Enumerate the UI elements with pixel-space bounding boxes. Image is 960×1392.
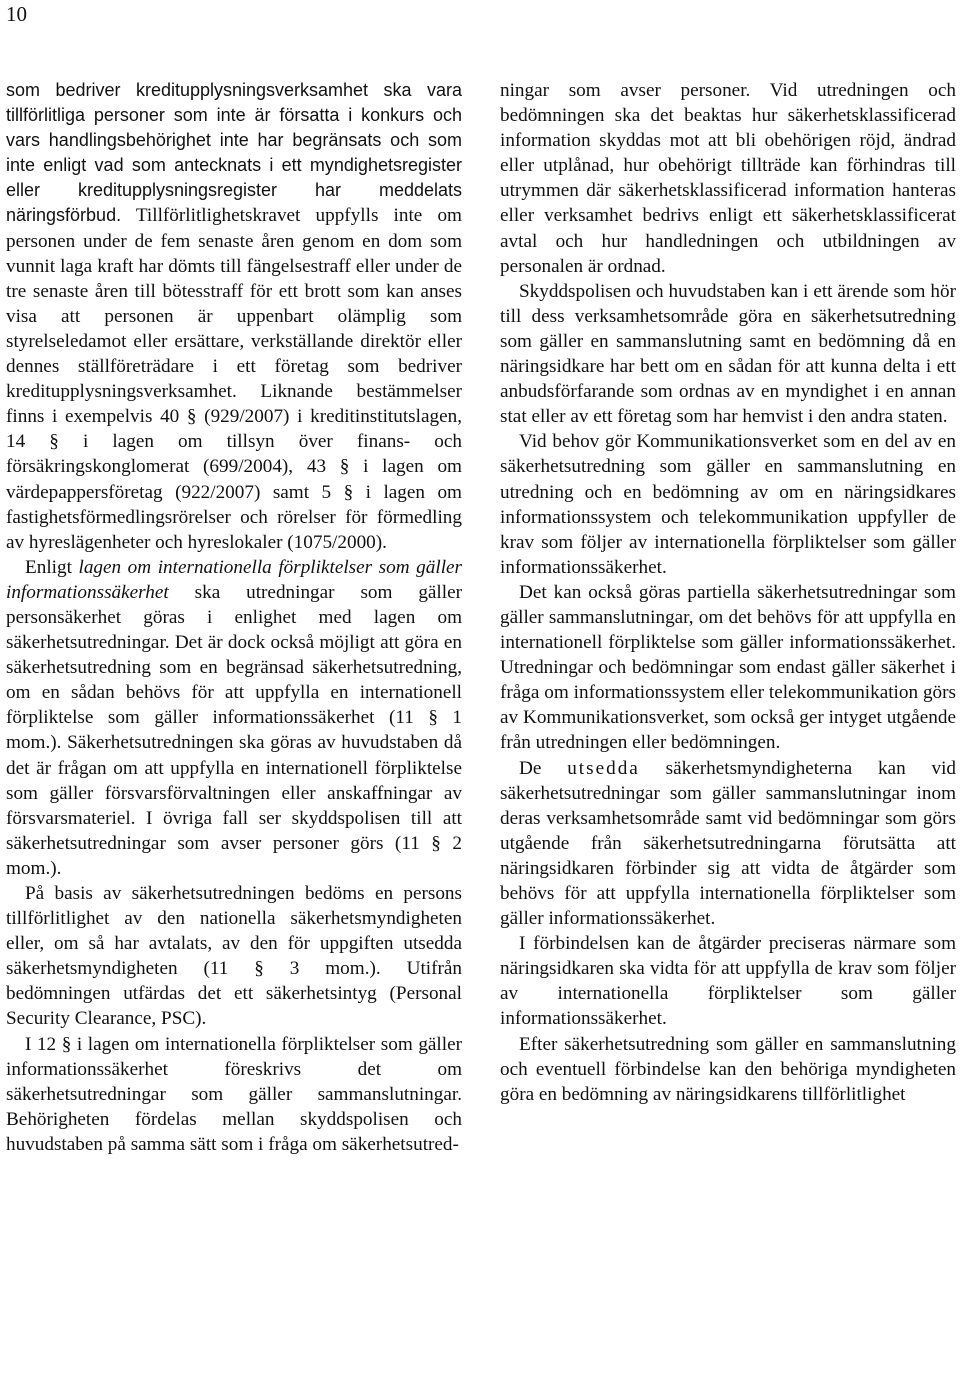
paragraph: ningar som avser personer. Vid utredningen och bedömningen ska det beaktas hur säkerhetsklassificerad information skyddas mot att bli obehörigen röjd, ändrad eller utplånad, hur obehörigt tillträde kan förhindras till utrymmen där säkerhetsklassificerad information hanteras eller verksamhet bedrivs enligt ett säkerhetsklassificerat avtal och hur handledningen och utbildningen av personalen är ordnad. [500, 80, 956, 277]
right-column [500, 78, 956, 1107]
law-title-italic: lagen om internationella förpliktelser som gäller informationssäkerhet [6, 556, 463, 603]
paragraph: I 12 § i lagen om internationella förpliktelser som gäller informationssäkerhet föreskrivs det om säkerhetsutredningar som gäller sammanslutningar. Behörigheten fördelas mellan skyddspolisen och huvudstaben på samma sätt som i fråga om säkerhetsutred- [6, 1033, 462, 1155]
paragraph [6, 555, 462, 881]
paragraph [500, 756, 956, 932]
paragraph: Skyddspolisen och huvudstaben kan i ett ärende som hör till dess verksamhetsområde göra en säkerhetsutredning som gäller en sammanslutning samt en bedömning då en näringsidkare har bett om en sådan för att kunna delta i ett anbudsförfarande som ordnas av en myndighet i en annan stat eller av ett företag som har hemvist i den andra staten. [500, 280, 956, 428]
paragraph-text: Enligt [25, 556, 79, 578]
paragraph: Efter säkerhetsutredning som gäller en sammanslutning och eventuell förbindelse kan den behöriga myndigheten göra en bedömning av näringsidkarens tillförlitlighet [500, 1033, 956, 1105]
paragraph-text: De [519, 757, 568, 779]
paragraph-text: Liknande bestämmelser finns i exempelvis 40 § (929/2007) i kreditinstitutslagen, 14 § i lagen om tillsyn över finans- och försäkringskonglomerat (699/2004), 43 § i lagen om värdepappersföretag (922/2007) samt 5 § i lagen om fastighetsförmedlingsrörelser och rörelser för förmedling av hyreslägenheter och hyreslokaler (1075/2000). [6, 381, 462, 553]
paragraph-text: Tillförlitlighetskravet uppfylls inte om personen under de fem senaste åren genom en dom som vunnit laga kraft har dömts till fängelsestraff eller under de tre senaste åren till bötesstraff för ett brott som kan anses visa att personen är uppenbart olämplig som styrelseledamot eller ersättare, verkställande direktör eller dennes ställföreträdare i ett företag som bedriver kreditupplysningsverksamhet. [6, 205, 462, 403]
paragraph: Det kan också göras partiella säkerhetsutredningar som gäller sammanslutningar, om det behövs för att uppfylla en internationell förpliktelse som gäller informationssäkerhet. Utredningar och bedömningar som endast gäller säkerhet i fråga om informationssystem eller telekommunikation görs av Kommunikationsverket, som också ger intyget utgående från utredningen eller bedömningen. [500, 581, 956, 754]
paragraph [6, 78, 462, 555]
paragraph: Vid behov gör Kommunikationsverket som en del av en säkerhetsutredning som gäller en sammanslutning en utredning och en bedömning av om en näringsidkares informationssystem och telekommunikation uppfyller de krav som följer av internationella förpliktelser som gäller informationssäkerhet. [500, 431, 956, 578]
left-column [6, 78, 462, 1157]
paragraph-text: ska utredningar som gäller personsäkerhet göras i enlighet med lagen om säkerhetsutredningar. Det är dock också möjligt att göra en säkerhetsutredning som en begränsad säkerhetsutredning, om en sådan behövs för att uppfylla en internationell förpliktelse som gäller informationssäkerhet (11 § 1 mom.). Säkerhetsutredningen ska göras av huvudstaben då det är frågan om att uppfylla en internationell förpliktelse som gäller försvarsförvaltningen eller anskaffningar av försvarsmateriel. I övriga fall ser skyddspolisen till att säkerhetsutredningar som avser personer görs (11 § 2 mom.). [6, 581, 462, 879]
spaced-word: utsedda [567, 757, 640, 779]
paragraph: I förbindelsen kan de åtgärder preciseras närmare som näringsidkaren ska vidta för att uppfylla de krav som följer av internationella förpliktelser som gäller informationssäkerhet. [500, 933, 956, 1030]
paragraph-sans-text: som bedriver kreditupplysningsverksamhet ska vara tillförlitliga personer som inte är försatta i konkurs och vars handlingsbehörighet inte har begränsats och som inte enligt vad som antecknats i ett myndighetsregister eller kreditupplysningsregister har meddelats näringsförbud. [6, 80, 462, 226]
page-number: 10 [6, 2, 27, 26]
paragraph-text: säkerhetsmyndigheterna kan vid säkerhetsutredningar som gäller sammanslutningar inom deras verksamhetsområde samt vid bedömningar som görs utgående från säkerhetsutredningarna förutsätta att näringsidkaren förbinder sig att vidta de åtgärder som behövs för att uppfylla internationella förpliktelser som gäller informationssäkerhet. [500, 757, 957, 930]
paragraph: På basis av säkerhetsutredningen bedöms en persons tillförlitlighet av den nationella säkerhetsmyndigheten eller, om så har avtalats, av den för uppgiften utsedda säkerhetsmyndigheten (11 § 3 mom.). Utifrån bedömningen utfärdas det ett säkerhetsintyg (Personal Security Clearance, PSC). [6, 883, 462, 1030]
